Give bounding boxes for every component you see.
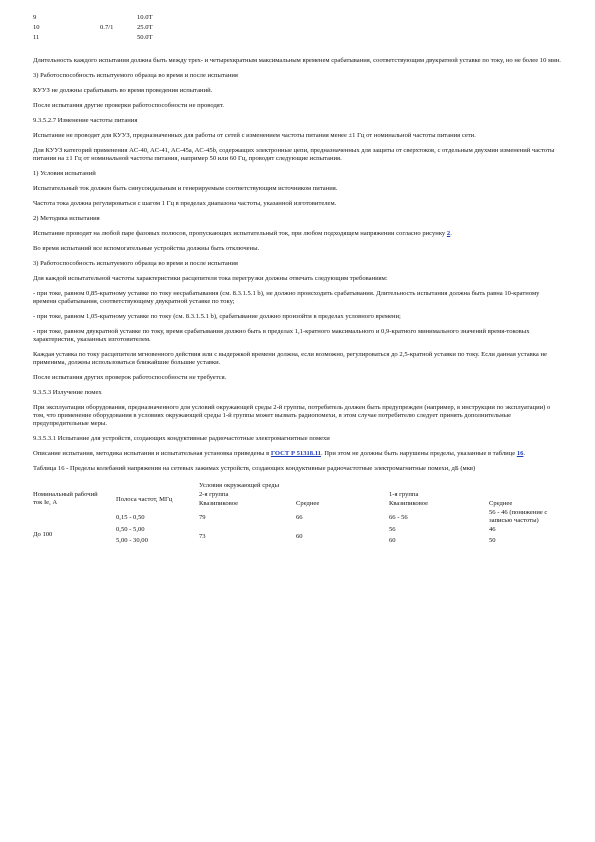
table-cell: 66: [296, 514, 303, 521]
table-row: [33, 24, 563, 34]
current-value: До 100: [33, 531, 53, 538]
paragraph: Испытательный ток должен быть синусоидальным и генерируемым соответствующим источником питания.: [33, 185, 338, 192]
table-row: [33, 14, 563, 24]
table-cell: 0,15 - 0,50: [116, 514, 145, 521]
table-cell: 66 - 56: [389, 514, 408, 521]
table-cell: 25.0T: [137, 24, 153, 31]
document-page: [33, 14, 563, 557]
paragraph: Длительность каждого испытания должна быть между трех- и четырехкратным максимальным временем срабатывания, соответствующим двукратной уставке по току, но не более 10 мин.: [33, 57, 561, 64]
table-cell: 11: [33, 34, 40, 41]
header-average: Среднее: [489, 500, 513, 507]
table-link[interactable]: 16: [516, 450, 524, 457]
table-cell: 10: [33, 24, 40, 31]
paragraph: - при токе, равном двукратной уставке по току, время срабатывания должно быть в пределах 1,1-кратного максимального и 0,9-кратного минимального значений время-токовых характеристик, указанных изготовителем.: [33, 328, 530, 343]
paragraph: - при токе, равном 1,05-кратному уставке по току (см. 8.3.1.5.1 b), срабатывание должно произойти в пределах условного времени;: [33, 313, 401, 320]
table-cell: 56 - 46 (понижение с записью частоты): [489, 509, 548, 524]
header-average: Среднее: [296, 500, 320, 507]
table-cell: 5,00 - 30,00: [116, 537, 148, 544]
paragraph: - при токе, равном 0,85-кратному уставке по току несрабатывания (см. 8.3.1.5.1 b), не должно происходить срабатывания. Длительность испытания должна быть равна 10-кратному времени срабатывания, соответствующему двукратной уставке по току;: [33, 290, 540, 305]
emission-table: [33, 481, 563, 557]
table-cell: 9: [33, 14, 37, 21]
paragraph: Во время испытаний все вспомогательные устройства должны быть отключены.: [33, 245, 260, 252]
paragraph-text: .: [523, 450, 526, 457]
header-quasi-peak: Квазипиковое: [199, 500, 239, 507]
table-cell: 0,50 - 5,00: [116, 526, 145, 533]
paragraph-text: Испытание проводят на любой паре фазовых полюсов, пропускающих испытательный ток, при любом подходящем напряжении согласно рисунку: [33, 230, 447, 237]
paragraph: 3) Работоспособность испытуемого образца во время и после испытания: [33, 260, 238, 267]
section-heading: 9.3.5.2.7 Изменение частоты питания: [33, 117, 138, 124]
paragraph: При эксплуатации оборудования, предназначенного для условий окружающей среды 2-й группы, потребитель должен быть предупрежден (например, в инструкции по эксплуатации) о том, что применение оборудования в условиях окружающей среды 1-й группы может вызвать радиопомехи, в этом случае потребителю следует принять дополнительные предупредительные меры.: [33, 404, 551, 427]
paragraph: 3) Работоспособность испытуемого образца во время и после испытания: [33, 72, 238, 79]
header-group-1: 1-я группа: [389, 491, 419, 498]
paragraph: После испытания другие проверки работоспособности не проводят.: [33, 102, 224, 109]
table-cell: 50: [489, 537, 496, 544]
table-cell: 46: [489, 526, 496, 533]
paragraph: Частота тока должна регулироваться с шагом 1 Гц в пределах диапазона частоты, указанной изготовителем.: [33, 200, 337, 207]
table-cell: 0.7/1: [100, 24, 114, 31]
paragraph: [33, 450, 563, 458]
header-band: Полоса частот, МГц: [116, 496, 173, 503]
paragraph: Для каждой испытательной частоты характеристики расцепителя тока перегрузки должны отвечать следующим требованиям:: [33, 275, 388, 282]
paragraph: КУУЗ не должны срабатывать во время проведения испытаний.: [33, 87, 213, 94]
table-cell: 60: [296, 533, 303, 540]
header-group-2: 2-я группа: [199, 491, 229, 498]
section-heading: 9.3.5.3 Излучение помех: [33, 389, 102, 396]
standard-link[interactable]: ГОСТ Р 51318.11: [270, 450, 321, 457]
paragraph: 2) Методика испытания: [33, 215, 100, 222]
table-cell: 56: [389, 526, 396, 533]
paragraph-text: .: [450, 230, 452, 237]
section-heading: 9.3.5.3.1 Испытание для устройств, создающих кондуктивные радиочастотные электромагнитные помехи: [33, 435, 330, 442]
table-cell: 73: [199, 533, 206, 540]
figure-link[interactable]: 2: [446, 230, 451, 237]
paragraph: [33, 230, 563, 238]
paragraph: Испытание не проводят для КУУЗ, предназначенных для работы от сетей с изменением частоты питания менее ±1 Гц от номинальной частоты питания сети.: [33, 132, 476, 139]
table-row: [33, 34, 563, 44]
paragraph-text: . При этом не должны быть нарушены пределы, указанные в таблице: [320, 450, 517, 457]
header-quasi-peak: Квазипиковое: [389, 500, 429, 507]
header-environment: Условия окружающей среды: [199, 482, 280, 489]
paragraph: 1) Условия испытаний: [33, 170, 96, 177]
header-current: Номинальный рабочий ток Ie, А: [33, 491, 98, 506]
table-cell: 79: [199, 514, 206, 521]
paragraph: Каждая уставка по току расцепителя мгновенного действия или с выдержкой времени должна, если возможно, регулироваться до 2,5-кратной уставки по току. Если данная уставка не применима, должны использоваться ближайшие большие уставки.: [33, 351, 547, 366]
table-cell: 60: [389, 537, 396, 544]
table-cell: 50.0T: [137, 34, 153, 41]
paragraph: После испытания других проверок работоспособности не требуется.: [33, 374, 227, 381]
table-caption: Таблица 16 - Пределы колебаний напряжения на сетевых зажимах устройств, создающих кондуктивные радиочастотные электромагнитные помехи, дБ (мкв): [33, 465, 476, 472]
paragraph: Для КУУЗ категорий применения AC-40, AC-41, AC-45a, AC-45b, содержащих электронные цепи, предназначенных для защиты от сверхтоков, с отдельным двухмин изменений частоты питания на ±1 Гц от номинальной частоты питания, например 50 или 60 Гц, проводят следующие испытания.: [33, 147, 555, 162]
table-cell: 10.0T: [137, 14, 153, 21]
top-table: [33, 14, 563, 44]
paragraph-text: Описание испытания, методика испытания и испытательная установка приведены в: [33, 450, 271, 457]
